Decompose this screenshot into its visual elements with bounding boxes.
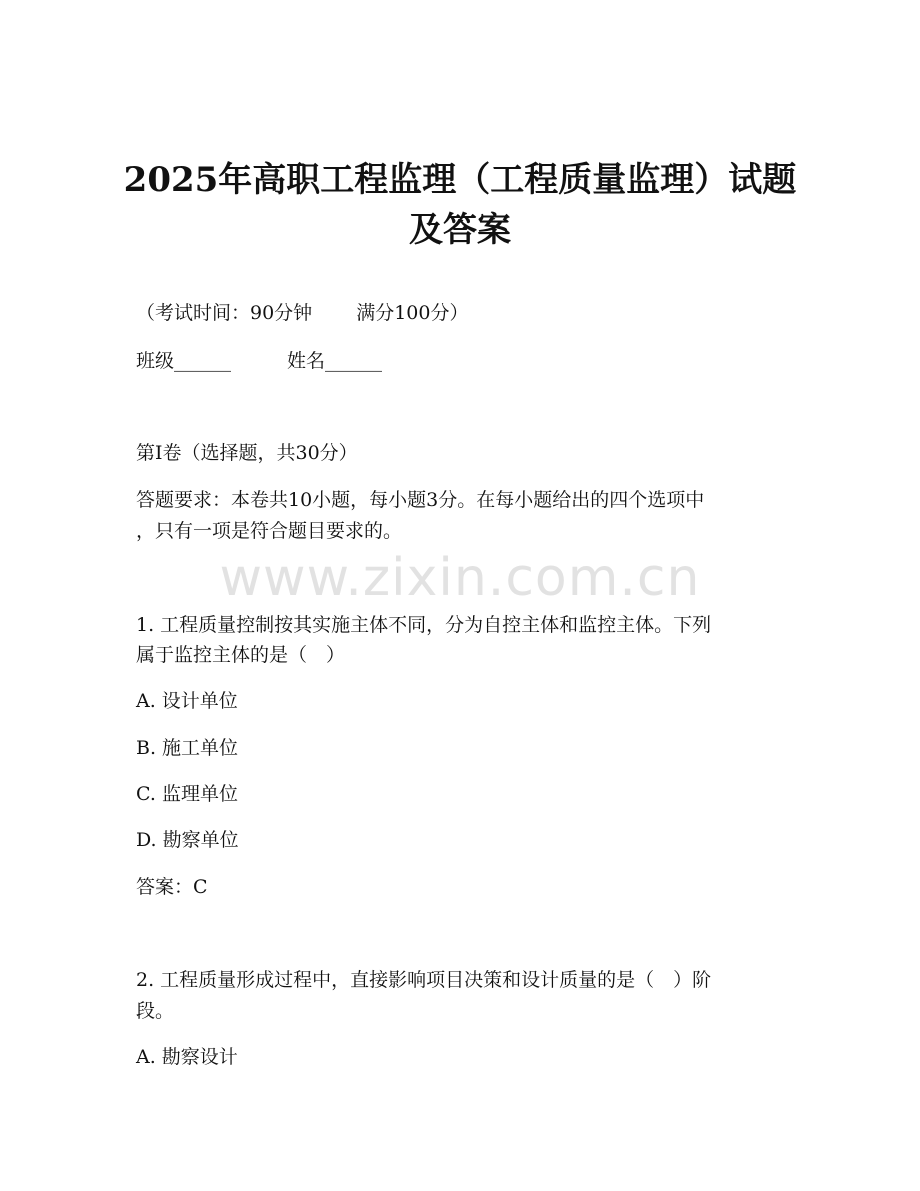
question-1-option-b: B. 施工单位 (136, 737, 239, 759)
full-score: 满分100分） (356, 302, 469, 324)
exam-time: （考试时间：90分钟 (136, 302, 313, 324)
exam-info (136, 299, 468, 327)
class-field: 班级______ (136, 350, 232, 372)
question-1-option-c: C. 监理单位 (136, 783, 238, 805)
instructions-line1: 答题要求：本卷共10小题，每小题3分。在每小题给出的四个选项中 (136, 489, 705, 511)
question-2-option-a: A. 勘察设计 (136, 1046, 238, 1068)
name-field: 姓名______ (287, 350, 383, 372)
question-1-stem-line1: 1. 工程质量控制按其实施主体不同，分为自控主体和监控主体。下列 (136, 614, 712, 636)
instructions-line2: ，只有一项是符合题目要求的。 (136, 520, 403, 542)
question-2-stem-line2: 段。 (136, 1000, 175, 1022)
document-title-line2: 及答案 (409, 210, 511, 250)
question-2-stem-line1: 2. 工程质量形成过程中，直接影响项目决策和设计质量的是（ ）阶 (136, 969, 712, 991)
student-info (136, 347, 382, 375)
watermark: www.zixin.com.cn (219, 548, 701, 608)
question-1-stem-line2: 属于监控主体的是（ ） (136, 644, 346, 666)
document-title-line1: 2025年高职工程监理（工程质量监理）试题 (123, 160, 797, 200)
question-1-option-d: D. 勘察单位 (136, 829, 239, 851)
section-title: 第I卷（选择题，共30分） (136, 442, 358, 464)
question-1-option-a: A. 设计单位 (136, 690, 238, 712)
question-1-answer: 答案：C (136, 876, 208, 898)
